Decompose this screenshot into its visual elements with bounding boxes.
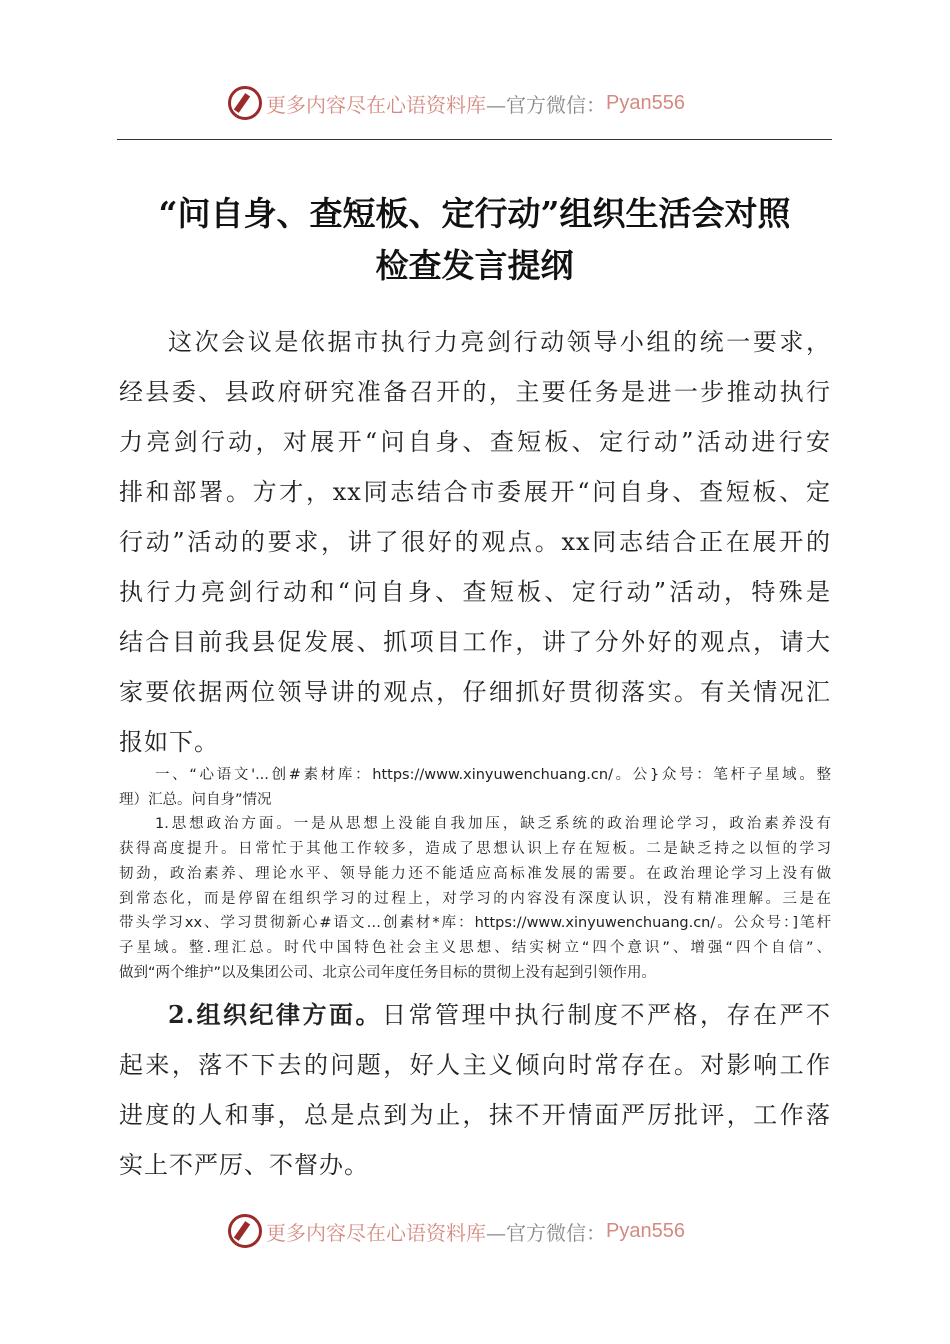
pen-logo-icon: [228, 86, 262, 120]
watermark-text: —官方微信：: [486, 1220, 606, 1245]
section-2-line: 起来，落不下去的问题，好人主义倾向时常存在。对影响工作: [119, 1051, 831, 1079]
section-1-line: 韧劲，政治素养、理论水平、领导能力还不能适应高标准发展的需要。在政治理论学习上没有做: [119, 865, 831, 882]
section-1-line: 理）汇总。问自身”情况: [119, 791, 272, 808]
section-2-line: 实上不严厉、不督办。: [119, 1151, 369, 1179]
intro-paragraph-line: 排和部署。方才，xx同志结合市委展开“问自身、查短板、定: [119, 478, 831, 506]
doc-title-line: “问自身、查短板、定行动”组织生活会对照: [158, 194, 791, 233]
section-1-line: 1.思想政治方面。一是从思想上没能自我加压，缺乏系统的政治理论学习，政治素养没有: [155, 816, 831, 833]
section-2-text: 日常管理中执行制度不严格，存在严不: [382, 1001, 832, 1029]
watermark-text: 更多内容尽在心语资料库: [266, 1220, 486, 1245]
section-1-line: 一、“心语文'...创#素材库：https://www.xinyuwenchuang.cn/。公}众号：笔杆子星域。整: [155, 767, 831, 783]
section-1-line: 到常态化，而是停留在组织学习的过程上，对学习的内容没有深度认识，没有精准理解。三是在: [119, 890, 831, 907]
watermark-text: 更多内容尽在心语资料库: [266, 92, 486, 117]
intro-paragraph-line: 经县委、县政府研究准备召开的，主要任务是进一步推动执行: [119, 378, 831, 406]
intro-paragraph-line: 家要依据两位领导讲的观点，仔细抓好贯彻落实。有关情况汇: [119, 678, 831, 706]
watermark-text: —官方微信：: [486, 92, 606, 117]
section-1-line: 做到“两个维护”以及集团公司、北京公司年度任务目标的贯彻上没有起到引领作用。: [119, 964, 657, 981]
pen-logo-icon: [228, 1214, 262, 1248]
doc-title-line: 检查发言提纲: [375, 246, 574, 285]
footer-watermark: [228, 1214, 685, 1248]
section-1-line: 获得高度提升。日常忙于其他工作较多，造成了思想认识上存在短板。二是缺乏持之以恒的学习: [119, 841, 831, 858]
intro-paragraph-line: 力亮剑行动，对展开“问自身、查短板、定行动”活动进行安: [119, 428, 831, 456]
section-2-line: [168, 995, 831, 1030]
section-1-line: 带头学习xx、学习贯彻新心#语文…创素材*库：https://www.xinyuwenchuang.cn/。公众号：]笔杆: [119, 915, 831, 932]
intro-paragraph-line: 这次会议是依据市执行力亮剑行动领导小组的统一要求，: [168, 328, 831, 356]
intro-paragraph-line: 执行力亮剑行动和“问自身、查短板、定行动”活动，特殊是: [119, 578, 831, 606]
watermark-wechat-id: Pyan556: [606, 1219, 685, 1242]
intro-paragraph-line: 结合目前我县促发展、抓项目工作，讲了分外好的观点，请大: [119, 628, 831, 656]
intro-paragraph-line: 行动”活动的要求，讲了很好的观点。xx同志结合正在展开的: [119, 528, 831, 556]
watermark-wechat-id: Pyan556: [606, 91, 685, 114]
section-2-line: 进度的人和事，总是点到为止，抹不开情面严厉批评，工作落: [119, 1101, 831, 1129]
intro-paragraph-line: 报如下。: [119, 728, 219, 756]
header-divider: [117, 139, 832, 140]
section-1-line: 子星域。整.理汇总。时代中国特色社会主义思想、结实树立“四个意识”、增强“四个自信”、: [119, 939, 831, 956]
section-2-heading: 2.组织纪律方面。: [168, 1000, 383, 1029]
header-watermark: [228, 86, 685, 120]
